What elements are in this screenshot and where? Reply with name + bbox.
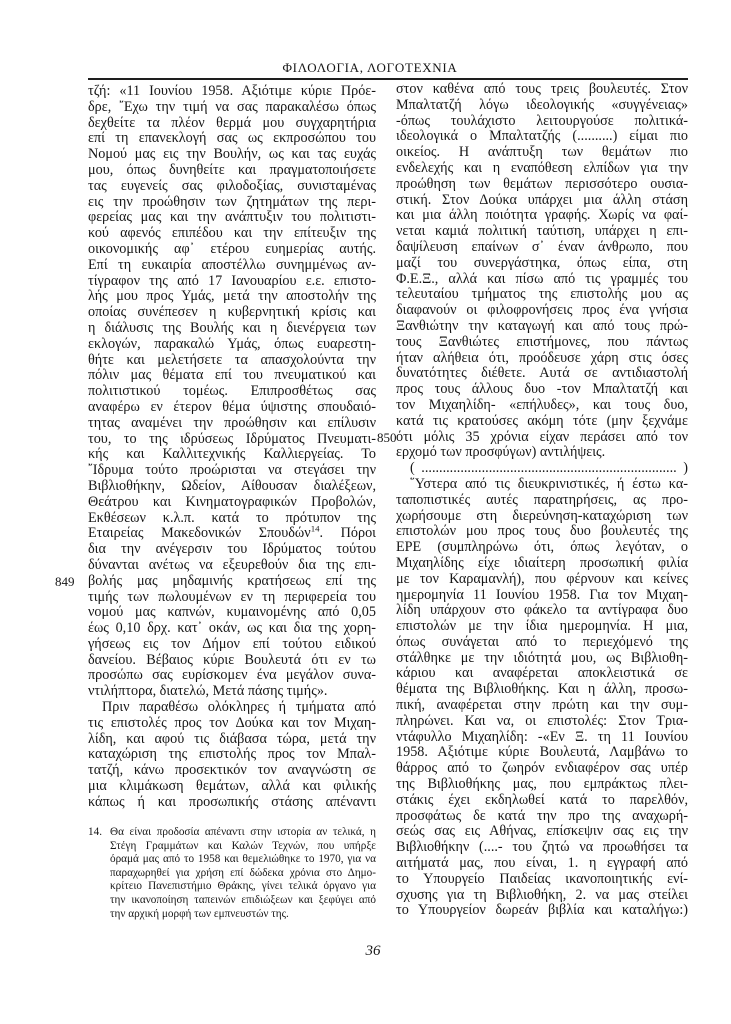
text-line [396, 445, 688, 461]
text-line [396, 287, 688, 303]
line-text: βολής μας μηδαμινής κρατήσεως επί της [88, 572, 376, 589]
text-line [88, 779, 376, 795]
text-line [88, 511, 376, 527]
text-line [88, 226, 376, 242]
line-text: μια κλιμάκωση θεμάτων, αλλά και φιλικής [88, 778, 376, 795]
line-text: πόλιν μας θέματα επί του πνευματικού και [88, 367, 376, 384]
line-text: οποίας συνέπεσεν η κυβερνητική κρίσις και [88, 304, 376, 321]
line-text: φερείας μας και την ανάπτυξιν του πολιτιστι- [88, 209, 376, 226]
line-text: έως 0,10 δρχ. κατ᾽ οκάν, ως και δια της χορη- [88, 620, 376, 637]
footnote-reference: 14 [310, 523, 320, 534]
line-text: κού αφενός επιπέδου και την επίτευξιν της [88, 225, 376, 242]
line-text: την αρχική μορφή των εμπνευστών της. [110, 907, 289, 920]
line-text: τελευταίου τμήματος της επιστολής μου ας [396, 286, 688, 303]
header-rule [88, 78, 688, 80]
line-text: στάλθηκε με την ιδιότητά μου, ως Βιβλιοθη- [396, 649, 688, 666]
footnote-line [110, 880, 376, 894]
line-text: επί τη επανεκλογή σας ως εκπροσώπου του [88, 130, 376, 147]
line-text: προς τους άλλους δυο -τον Μπαλτατζή και [396, 381, 688, 398]
line-text: Εκθέσεων κ.λ.π. κατά το πρότυπον της [88, 509, 376, 526]
line-text: σχυσης για τη Βιβλιοθήκη, 2. να μας στείλει [396, 886, 688, 903]
text-line [88, 637, 376, 653]
text-line [396, 351, 688, 367]
line-text: Βιβλιοθήκην (....- του ζητώ να προωθήσει τα [396, 839, 688, 856]
text-line [396, 272, 688, 288]
text-line [88, 574, 376, 590]
line-text: επιστολών με την ίδια ημερομηνία. Η μια, [396, 618, 688, 635]
line-text: ήταν αλήθεια ότι, προόδευσε χάρη στις όσες [396, 349, 688, 366]
page-number: 36 [365, 943, 381, 959]
text-line [88, 274, 376, 290]
text-line [396, 382, 688, 398]
line-text: και μια άλλη ποιότητα γραφής. Χωρίς να φαί- [396, 207, 688, 224]
margin-line-number: 849 [55, 574, 75, 589]
line-text: δαψίλευση επαίνων σ᾽ έναν άνθρωπο, που [396, 238, 688, 255]
text-line [88, 590, 376, 606]
text-line [88, 163, 376, 179]
line-text: ενδελεχής και η εναπόθεση ελπίδων για την [396, 159, 688, 176]
line-text: όπως συνάγεται από το περιεχόμενό της [396, 633, 688, 650]
text-line [88, 289, 376, 305]
text-line [396, 82, 688, 98]
text-line [88, 732, 376, 748]
line-text: πική, αναφέρεται στην πρώτη και την συμ- [396, 697, 688, 714]
line-text: θήτε και μελετήσετε τα απασχολούντα την [88, 351, 376, 368]
line-text: νεται καμιά πολιτική ταύτιση, υπάρχει η επι- [396, 223, 688, 240]
text-line [396, 98, 688, 114]
text-line [396, 524, 688, 540]
text-line [88, 479, 376, 495]
line-text: Επί τη ευκαιρία αποστέλλω συνημμένως αν- [88, 256, 376, 273]
text-line [88, 337, 376, 353]
text-line [88, 210, 376, 226]
line-text: λίδη, και αφού τις διάβασα τώρα, μετά την [88, 730, 376, 747]
line-text: σεώς σας εις Αθήνας, επίσκεψιν σας εις την [396, 823, 688, 840]
line-text: χωρήσουμε στη διερεύνηση-καταχώριση των [396, 507, 688, 524]
line-text: ντάφυλλο Μιχαηλίδη: -«Εν Ξ. τη 11 Ιουνίου [396, 728, 688, 745]
footnote-line [110, 894, 376, 908]
line-text: παραχωρηθεί για χρήση επί δώδεκα χρόνια στο Δημο- [110, 866, 376, 879]
text-line [88, 700, 376, 716]
text-line [396, 303, 688, 319]
line-text: λής μου προς Υμάς, μετά την αποστολήν της [88, 288, 376, 305]
text-line [396, 335, 688, 351]
line-text: πολιτιστικού τομέως. Επιπροσθέτως σας [88, 383, 376, 400]
text-line [396, 730, 688, 746]
text-line [396, 114, 688, 130]
line-text: προώθηση των θεμάτων περισσότερο ουσια- [396, 175, 688, 192]
text-line [88, 147, 376, 163]
text-line [88, 795, 376, 811]
line-text: προσώπω σας ευρίσκομεν ένα μεγάλον συνα- [88, 667, 376, 684]
line-text: τητας αναμένει την προώθησιν και επίλυσιν [88, 414, 376, 431]
text-line [88, 353, 376, 369]
line-text: γήσεως εις τον Δήμον επί τούτου ειδικού [88, 635, 376, 652]
text-run: Εταιρείας Μακεδονικών Σπουδών [88, 525, 311, 542]
text-line [88, 305, 376, 321]
text-line [396, 256, 688, 272]
text-line [396, 698, 688, 714]
text-line [396, 745, 688, 761]
text-line [396, 477, 688, 493]
line-text [88, 525, 376, 541]
line-text: τις επιστολές προς τον Δούκα και τον Μιχαη- [88, 714, 376, 731]
text-line [88, 131, 376, 147]
line-text: κατά τις κρατούσες ακόμη τότε (μην ξεχνάμε [396, 412, 688, 429]
text-line [396, 430, 688, 446]
text-line [396, 651, 688, 667]
text-line [88, 84, 376, 100]
text-line [396, 224, 688, 240]
text-line [396, 603, 688, 619]
text-line [396, 193, 688, 209]
text-line [88, 523, 376, 542]
line-text: η διάλυσις της Βουλής και η διενέργεια των [88, 319, 376, 336]
text-line [88, 558, 376, 574]
line-text: οικείος. Η ανάπτυξη των θεμάτων πιο [396, 144, 688, 161]
line-text: πληρώνει. Και να, οι επιστολές: Στον Τρια- [396, 712, 688, 729]
line-text: δεχθείτε τα πλέον θερμά μου συγχαρητήρια [88, 114, 376, 131]
line-text: -όπως τουλάχιστο λειτουργούσε πολιτικά- [396, 112, 688, 129]
line-text: δρε, ῎Εχω την τιμή να σας παρακαλέσω όπως [88, 98, 376, 115]
line-text: επιστολών μου προς τους δυο βουλευτές της [396, 523, 688, 540]
text-line [396, 414, 688, 430]
line-text: με τον Καραμανλή), που φέρνουν και κείνες [396, 570, 688, 587]
margin-line-number: 850 [377, 430, 397, 445]
left-text-column [88, 84, 376, 811]
line-text: μαζί του συνεργάστηκα, όπως είπα, στη [396, 254, 688, 271]
line-text: λίδη υπάρχουν στο φάκελο τα αντίγραφα δυο [396, 602, 688, 619]
line-text: Πριν παραθέσω ολόκληρες ή τμήματα από [102, 699, 376, 716]
text-line [88, 100, 376, 116]
line-text: ῎Ιδρυμα τούτο προώρισται να στεγάσει την [88, 462, 376, 479]
line-text: τους Ξανθιώτες επιστήμονες, που πάντως [396, 333, 688, 350]
line-text: δια την ανέγερσιν του Ιδρύματος τούτου [88, 541, 376, 558]
line-text: δυνατότητες διέθετε. Αυτά σε αντιδιαστολή [396, 365, 688, 382]
line-text: Θεάτρου και Κινηματογραφικών Προβολών, [88, 493, 376, 510]
line-text: δύνανται ανέτως να εξευρεθούν δια της επι- [88, 556, 376, 573]
text-line [396, 461, 688, 477]
line-text: στική. Στον Δούκα υπάρχει μια άλλη στάση [396, 191, 688, 208]
footnote-line [110, 826, 376, 840]
line-text: οικονομικής αφ᾽ ετέρου ευημερίας αυτής. [88, 240, 376, 257]
line-text: μου, όπως δυνηθείτε και πραγματοποιήσετε [88, 161, 376, 178]
text-line [396, 145, 688, 161]
text-line [88, 463, 376, 479]
line-text: εκλογών, παρακαλώ Υμάς, όπως ευαρεστη- [88, 335, 376, 352]
text-line [88, 684, 376, 700]
text-line [396, 208, 688, 224]
text-line [396, 509, 688, 525]
line-text: νομού μας καπνών, κυμαινομένης από 0,05 [88, 604, 376, 621]
line-text: κάπως ή και προσωπικής στάσης απέναντι [88, 793, 376, 810]
text-line [88, 321, 376, 337]
text-line [396, 809, 688, 825]
text-line [396, 540, 688, 556]
text-line [396, 398, 688, 414]
right-text-column [396, 82, 688, 919]
text-line [88, 258, 376, 274]
footnote-number: 14. [88, 826, 102, 838]
line-text: όραμά μας από το 1958 και θεμελιώθηκε το 1970, για να [110, 853, 376, 866]
text-line [88, 447, 376, 463]
text-line [88, 416, 376, 432]
text-line [88, 605, 376, 621]
text-line [396, 319, 688, 335]
line-text: ντιλήπτορα, διατελώ, Μετά πάσης τιμής». [88, 683, 328, 700]
text-line [396, 714, 688, 730]
line-text: αναφέρω εν έτερον θέμα ύψιστης σπουδαιό- [88, 398, 376, 415]
line-text: 1958. Αξιότιμε κύριε Βουλευτά, Λαμβάνω το [396, 744, 688, 761]
text-line [88, 400, 376, 416]
line-text: κρίτειο Πανεπιστήμιο Θράκης, γίνει τελικά όργανο για [110, 880, 376, 893]
line-text: θάρρος από το ζωηρόν ενδιαφέρον σας υπέρ [396, 760, 688, 777]
text-line [88, 747, 376, 763]
line-text: ΕΡΕ (συμπληρώνω ότι, όπως λεγόταν, ο [396, 539, 688, 556]
running-head: ΦΙΛΟΛΟΓΙΑ, ΛΟΓΟΤΕΧΝΙΑ [282, 60, 458, 75]
line-text: τζή: «11 Ιουνίου 1958. Αξιότιμε κύριε Πρόε- [88, 83, 376, 99]
line-text: διαφανούν οι φιλοφρονήσεις προς ένα γνήσια [396, 302, 688, 319]
text-line [396, 777, 688, 793]
line-text: ότι μόλις 35 χρόνια είχαν περάσει από τον [396, 428, 688, 445]
text-run: . Πόροι [319, 525, 376, 542]
text-line [88, 495, 376, 511]
text-line [88, 384, 376, 400]
text-line [396, 619, 688, 635]
line-text: το Υπουργείο Παιδείας ικανοποιητικής ενί- [396, 870, 688, 887]
line-text: εις την προώθησιν των ζητημάτων της περι- [88, 193, 376, 210]
text-line [396, 129, 688, 145]
footnote-line [110, 908, 376, 922]
line-text: Φ.Ε.Ξ., αλλά και πίσω από τις γραμμές του [396, 270, 688, 287]
line-text: κής και Καλλιτεχνικής Καλλιεργείας. Το [88, 446, 376, 463]
line-text: Μιχαηλίδης είχε ιδιαίτερη προσωπική φιλία [396, 554, 688, 571]
text-line [396, 588, 688, 604]
text-line [88, 195, 376, 211]
text-line [396, 793, 688, 809]
line-text: τον Μιχαηλίδη- «επήλυδες», και τους δυο, [396, 396, 688, 413]
text-line [396, 161, 688, 177]
text-line [88, 716, 376, 732]
line-text: θέματα της Βιβλιοθήκης. Και η άλλη, προσω- [396, 681, 688, 698]
text-line [396, 177, 688, 193]
line-text: καταχώριση της επιστολής προς τον Μπαλ- [88, 746, 376, 763]
text-line [396, 856, 688, 872]
text-line [396, 824, 688, 840]
line-text: ημερομηνία 11 Ιουνίου 1958. Για τον Μιχαη- [396, 586, 688, 603]
line-text: Μπαλτατζή λόγω ιδεολογικής «συγγένειας» [396, 96, 688, 113]
line-text: Θα είναι προδοσία απέναντι στην ιστορία αν τελικά, η [110, 826, 376, 838]
text-line [88, 242, 376, 258]
text-line [396, 682, 688, 698]
line-text: τιμής των πωλουμένων εν τη περιφερεία του [88, 588, 376, 605]
line-text: δανείου. Βέβαιος κύριε Βουλευτά ότι εν τω [88, 651, 376, 668]
text-line [88, 116, 376, 132]
footnote [88, 826, 376, 921]
text-line [396, 666, 688, 682]
footnote-text [110, 826, 376, 921]
text-line [396, 761, 688, 777]
text-line [88, 432, 376, 448]
text-line [396, 635, 688, 651]
text-line [88, 179, 376, 195]
line-text: ερχομό των προσφύγων) αντιλήψεις. [396, 444, 606, 461]
line-text: τίγραφον της από 17 Ιανουαρίου ε.ε. επιστο- [88, 272, 376, 289]
line-text: αιτήματά μας, που είναι, 1. η εγγραφή από [396, 855, 688, 872]
footnote-line [110, 867, 376, 881]
line-text: στάκις έχει εκδηλωθεί κατά το παρελθόν, [396, 791, 688, 808]
line-text: το Υπουργείον δωρεάν βιβλία και καταλήγω:) [396, 902, 688, 919]
line-text: του, το της ιδρύσεως Ιδρύματος Πνευματι- [88, 430, 376, 447]
line-text: τατζή, κάνω προσεκτικόν τον αναγνώστη σε [88, 762, 376, 779]
line-text: κάριου και αναφέρεται αποκλειστικά σε [396, 665, 688, 682]
text-line [396, 366, 688, 382]
text-line [396, 572, 688, 588]
line-text: Στέγη Γραμμάτων και Καλών Τεχνών, που υπήρξε [110, 839, 376, 852]
text-line [88, 368, 376, 384]
text-line [396, 556, 688, 572]
line-text: προσφάτως δε κατά την προ της αναχωρή- [396, 807, 688, 824]
text-line [88, 621, 376, 637]
text-line [396, 840, 688, 856]
line-text: τας ευγενείς σας φιλοδοξίας, συνισταμένας [88, 177, 376, 194]
text-line [88, 542, 376, 558]
line-text: ( ........................................................................ ) [410, 460, 688, 477]
line-text: ιδεολογικά ο Μπαλτατζής (..........) είμαι πιο [396, 128, 688, 145]
line-text: ῞Υστερα από τις διευκρινιστικές, ή έστω κα- [410, 475, 688, 492]
line-text: την ικανοποίηση ταπεινών επιδιώξεων και ξεφύγει από [110, 893, 376, 906]
text-line [396, 888, 688, 904]
footnote-line [110, 840, 376, 854]
text-line [88, 653, 376, 669]
text-line [396, 903, 688, 919]
line-text: ταποπιστικές αυτές παρατηρήσεις, ας προ- [396, 491, 688, 508]
line-text: της Βιβλιοθήκης μας, που εμπράκτως πλει- [396, 776, 688, 793]
text-line [88, 668, 376, 684]
footnote-line [110, 853, 376, 867]
text-line [396, 872, 688, 888]
line-text: Ξανθιώτην την καταγωγή και από τους πρώ- [396, 317, 688, 334]
text-line [396, 493, 688, 509]
line-text: Βιβλιοθήκην, Ωδείον, Αίθουσαν διαλέξεων, [88, 477, 376, 494]
line-text: στον καθένα από τους τρεις βουλευτές. Στον [396, 81, 688, 97]
text-line [88, 763, 376, 779]
text-line [396, 240, 688, 256]
line-text: Νομού μας εις την Βουλήν, ως και τας ευχάς [88, 146, 376, 163]
